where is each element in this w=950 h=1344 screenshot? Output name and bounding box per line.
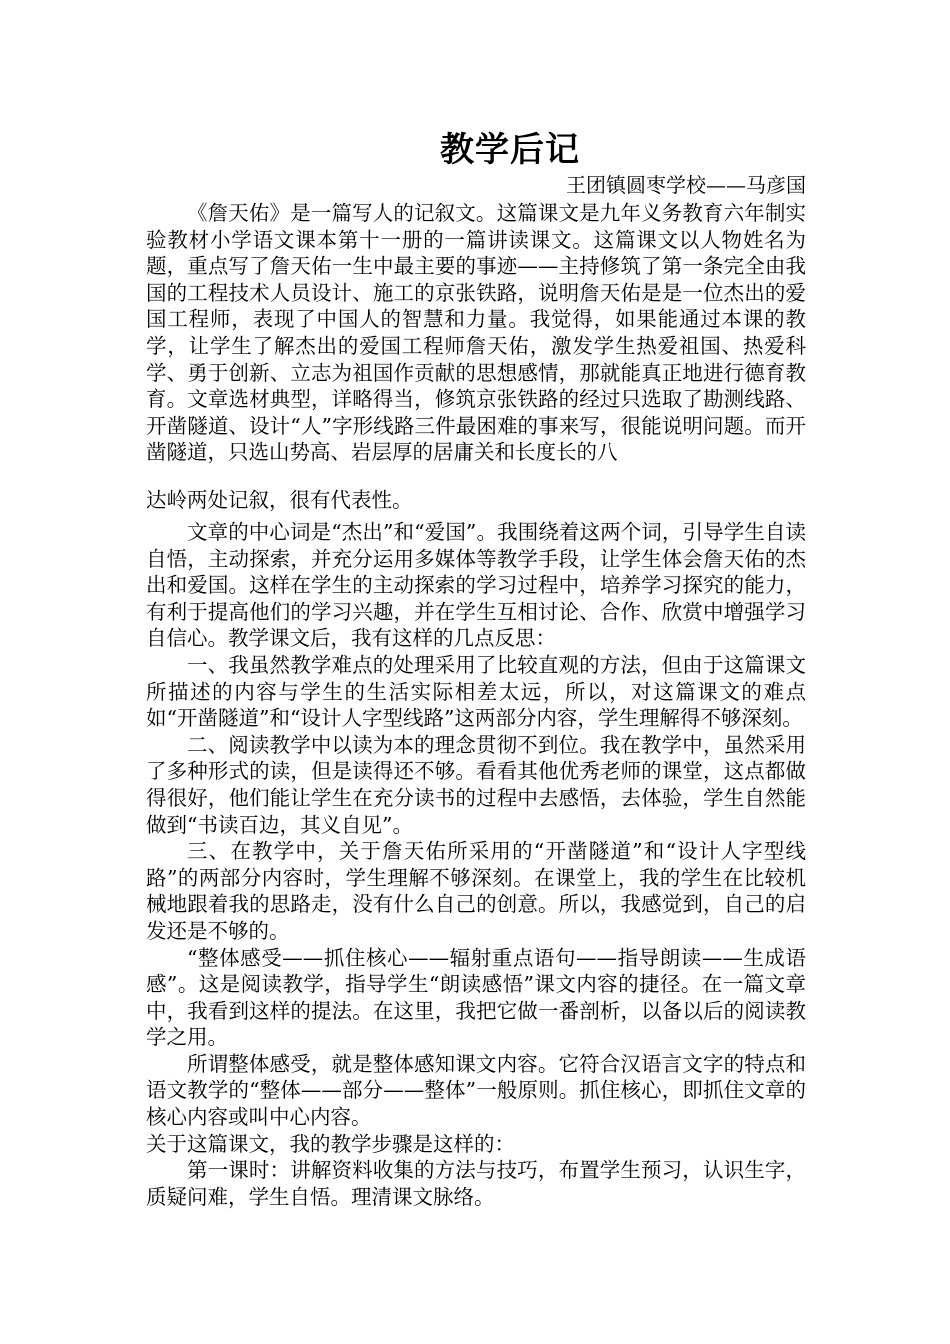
paragraph: 关于这篇课文，我的教学步骤是这样的： — [146, 1131, 515, 1156]
paragraph-continuation: 达岭两处记叙，很有代表性。 — [146, 488, 413, 512]
paragraph: 三、在教学中，关于詹天佑所采用的“开凿隧道”和“设计人字型线路”的两部分内容时，学生理解不够深刻。在课堂上，我的学生在比较机械地跟着我的思路走，没有什么自己的创意。所以，我感觉到，自己的启发还是不够的。 — [146, 839, 806, 943]
paragraph-block-intro-tail — [146, 487, 806, 514]
paragraph: 文章的中心词是“杰出”和“爱国”。我围绕着这两个词，引导学生自读自悟，主动探索，并充分运用多媒体等教学手段，让学生体会詹天佑的杰出和爱国。这样在学生的主动探索的学习过程中，培养学习探究的能力，有利于提高他们的学习兴趣，并在学生互相讨论、合作、欣赏中增强学习自信心。教学课文后，我有这样的几点反思： — [146, 520, 806, 651]
paragraph: 所谓整体感受，就是整体感知课文内容。它符合汉语言文字的特点和语文教学的“整体——部分——整体”一般原则。抓住核心，即抓住文章的核心内容或叫中心内容。 — [146, 1051, 806, 1130]
paragraph: 《詹天佑》是一篇写人的记叙文。这篇课文是九年义务教育六年制实验教材小学语文课本第十一册的一篇讲读课文。这篇课文以人物姓名为题，重点写了詹天佑一生中最主要的事迹——主持修筑了第一条完全由我国的工程技术人员设计、施工的京张铁路，说明詹天佑是是一位杰出的爱国工程师，表现了中国人的智慧和力量。我觉得，如果能通过本课的教学，让学生了解杰出的爱国工程师詹天佑，激发学生热爱祖国、热爱科学、勇于创新、立志为祖国作贡献的思想感情，那就能真正地进行德育教育。文章选材典型，详略得当，修筑京张铁路的经过只选取了勘测线路、开凿隧道、设计“人”字形线路三件最困难的事来写，很能说明问题。而开凿隧道，只选山势高、岩层厚的居庸关和长度长的八 — [146, 201, 806, 465]
document-title: 教学后记 — [440, 130, 580, 170]
paragraph: 一、我虽然教学难点的处理采用了比较直观的方法，但由于这篇课文所描述的内容与学生的生活实际相差太远，所以，对这篇课文的难点如“开凿隧道”和“设计人字型线路”这两部分内容，学生理解得不够深刻。 — [146, 652, 806, 731]
document-author: 王团镇圆枣学校——马彦国 — [566, 173, 806, 197]
paragraph: 二、阅读教学中以读为本的理念贯彻不到位。我在教学中，虽然采用了多种形式的读，但是读得还不够。看看其他优秀老师的课堂，这点都做得很好，他们能让学生在充分读书的过程中去感悟，去体验，学生自然能做到“书读百边，其义自见”。 — [146, 732, 806, 837]
paragraph-block-intro — [146, 200, 806, 466]
paragraph-block-main — [146, 519, 806, 1210]
paragraph: “整体感受——抓住核心——辐射重点语句——指导朗读——生成语感”。这是阅读教学，指导学生“朗读感悟”课文内容的捷径。在一篇文章中，我看到这样的提法。在这里，我把它做一番剖析，以备以后的阅读教学之用。 — [146, 945, 806, 1050]
paragraph: 第一课时：讲解资料收集的方法与技巧，布置学生预习，认识生字，质疑问难，学生自悟。理清课文脉络。 — [146, 1158, 806, 1209]
